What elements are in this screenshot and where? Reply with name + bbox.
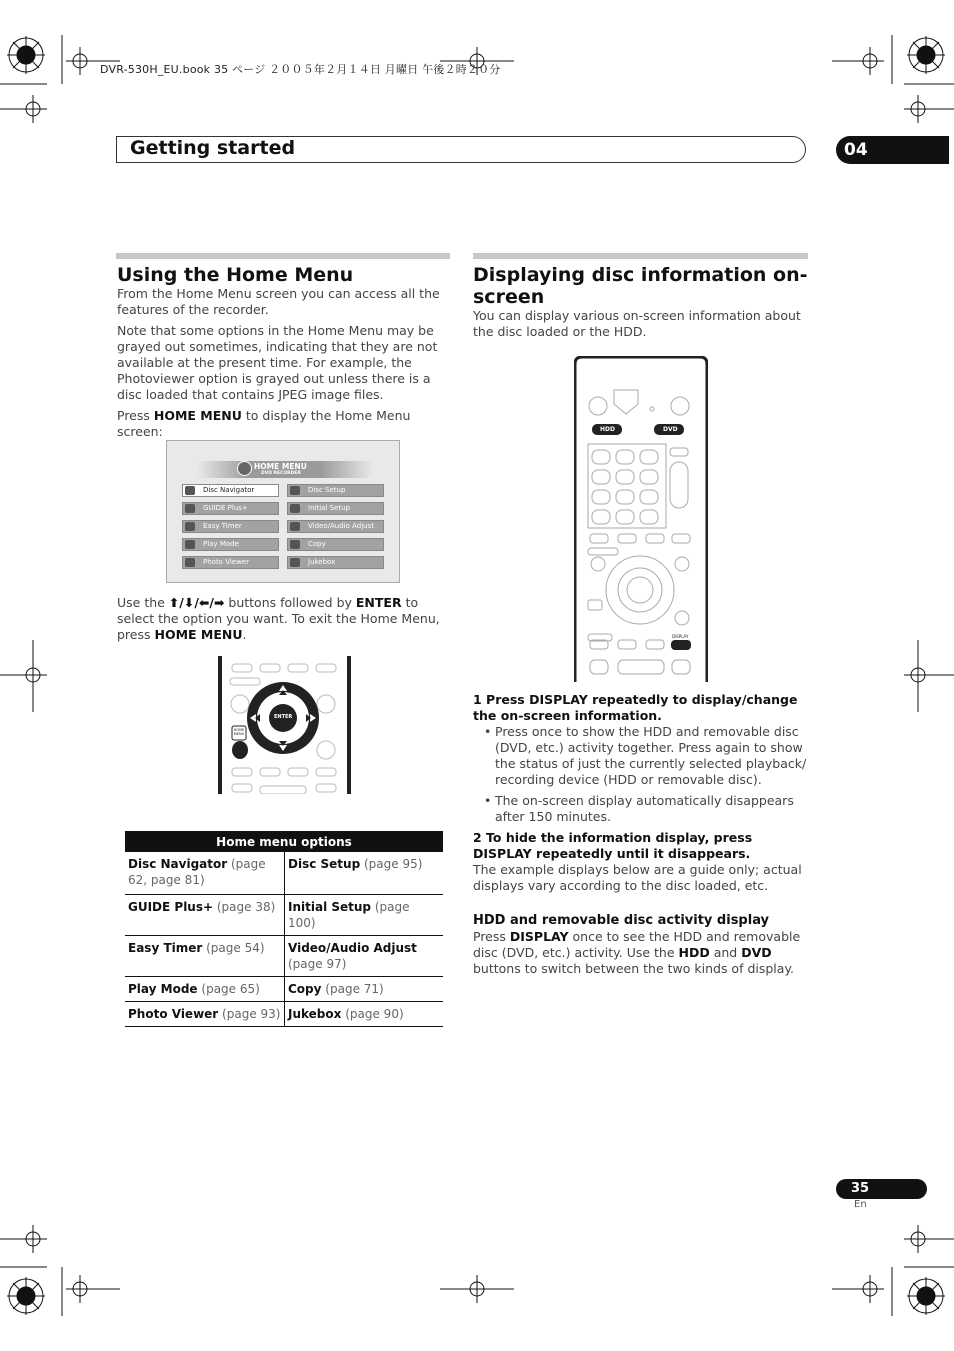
menu-item-initial-setup: Initial Setup	[287, 502, 384, 515]
table-header: Home menu options	[125, 831, 443, 852]
paragraph-hdd-activity: Press DISPLAY once to see the HDD and removable disc (DVD, etc.) activity. Use the HDD and DVD buttons to switch between the two kinds of display.	[473, 929, 801, 976]
jukebox-icon	[290, 558, 300, 567]
setup-icon	[290, 504, 300, 513]
right-column-steps	[473, 692, 809, 977]
table-row: Easy Timer (page 54) Video/Audio Adjust (page 97)	[125, 936, 443, 977]
paragraph-example-note: The example displays below are a guide only; actual displays vary according to the disc loaded, etc.	[473, 862, 802, 893]
list-item: • The on-screen display automatically disappears after 150 minutes.	[473, 793, 809, 825]
remote-illustration-display	[574, 356, 708, 682]
section-heading-home-menu: Using the Home Menu	[117, 264, 354, 286]
step-1: 1 Press DISPLAY repeatedly to display/change the on-screen information.	[473, 692, 798, 723]
dvd-button-label: DVD	[663, 426, 678, 433]
menu-item-easy-timer: Easy Timer	[182, 520, 279, 533]
menu-item-copy: Copy	[287, 538, 384, 551]
table-row: Disc Navigator (page 62, page 81) Disc Setup (page 95)	[125, 852, 443, 895]
home-menu-options-table	[125, 831, 443, 1027]
disc-navigator-icon	[185, 486, 195, 495]
chapter-title: Getting started	[130, 137, 296, 159]
menu-item-guide-plus: GUIDE Plus+	[182, 502, 279, 515]
section-rule-left	[116, 253, 450, 259]
table-row: Photo Viewer (page 93) Jukebox (page 90)	[125, 1002, 443, 1027]
menu-item-disc-setup: Disc Setup	[287, 484, 384, 497]
language-code: En	[854, 1199, 867, 1210]
menu-item-video-audio-adjust: Video/Audio Adjust	[287, 520, 384, 533]
home-menu-label: HOME MENU	[233, 728, 245, 736]
paragraph-intro: From the Home Menu screen you can access all the features of the recorder.	[117, 286, 440, 317]
disc-setup-icon	[290, 486, 300, 495]
paragraph-note: Note that some options in the Home Menu may be grayed out sometimes, indicating that they are not available at the present time. For example, the Photoviewer option is grayed out unless there is a disc loaded that contains JPEG image files.	[117, 323, 438, 402]
right-column-top	[473, 264, 809, 340]
disc-icon	[237, 461, 252, 476]
remote-illustration-enter	[218, 656, 351, 794]
menu-item-photo-viewer: Photo Viewer	[182, 556, 279, 569]
menu-item-jukebox: Jukebox	[287, 556, 384, 569]
paragraph-disc-info-intro: You can display various on-screen information about the disc loaded or the HDD.	[473, 308, 801, 339]
hdd-button-label: HDD	[600, 426, 615, 433]
table-row: Play Mode (page 65) Copy (page 71)	[125, 977, 443, 1002]
menu-item-disc-navigator: Disc Navigator	[182, 484, 279, 497]
photo-icon	[185, 558, 195, 567]
list-item: • Press once to show the HDD and removable disc (DVD, etc.) activity together. Press again to show the status of just the currently selected playback/ recording device (HDD or removable disc).	[473, 724, 809, 788]
paragraph-use-arrows: Use the ⬆/⬇/⬅/➡ buttons followed by ENTER to select the option you want. To exit the Home Menu, press HOME MENU.	[117, 595, 440, 642]
menu-subtitle: DVD RECORDER	[261, 471, 301, 476]
print-header: DVR-530H_EU.book 35 ページ ２００５年２月１４日 月曜日 午後２時２０分	[100, 63, 501, 76]
remote-enter-drawing	[218, 656, 351, 794]
chapter-number: 04	[836, 136, 949, 164]
copy-icon	[290, 540, 300, 549]
adjust-icon	[290, 522, 300, 531]
play-mode-icon	[185, 540, 195, 549]
enter-label: ENTER	[274, 714, 293, 720]
paragraph-press-home: Press HOME MENU to display the Home Menu screen:	[117, 408, 411, 439]
timer-icon	[185, 522, 195, 531]
step-2: 2 To hide the information display, press DISPLAY repeatedly until it disappears.	[473, 830, 753, 861]
home-menu-screenshot	[166, 440, 400, 583]
display-button-label: DISPLAY	[672, 634, 689, 639]
table-row: GUIDE Plus+ (page 38) Initial Setup (page 100)	[125, 895, 443, 936]
section-heading-disc-info: Displaying disc information on-screen	[473, 264, 808, 308]
menu-item-play-mode: Play Mode	[182, 538, 279, 551]
step-1-bullets	[473, 724, 809, 825]
guide-icon	[185, 504, 195, 513]
section-rule-right	[473, 253, 808, 259]
page-number: 35	[836, 1179, 927, 1199]
left-column	[117, 264, 451, 440]
subheading-hdd-activity: HDD and removable disc activity display	[473, 913, 770, 928]
home-menu-options-table-wrap	[125, 831, 443, 1027]
menu-title: HOME MENU	[254, 462, 307, 471]
